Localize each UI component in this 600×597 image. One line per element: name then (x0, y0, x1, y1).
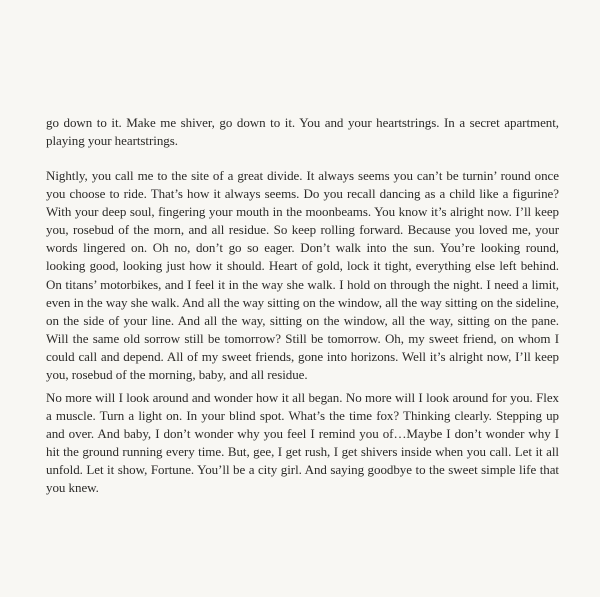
lyrics-paragraph-1: go down to it. Make me shiver, go down to it. You and your heartstrings. In a secret apartment, playing your heartstrings. (46, 115, 559, 149)
lyrics-paragraph-3: No more will I look around and wonder how it all began. No more will I look around for you. Flex a muscle. Turn a light on. In your blind spot. What’s the time fox? Thinking clearly. Stepping up and over. And baby, I don’t wonder why you feel I remind you of…Maybe I don’t wonder why I hit the ground running every time. But, gee, I get rush, I get shivers inside when you call. Let it all unfold. Let it show, Fortune. You’ll be a city girl. And saying goodbye to the sweet simple life that you knew. (46, 390, 559, 496)
lyrics-paragraph-2: Nightly, you call me to the site of a great divide. It always seems you can’t be turnin’ round once you choose to ride. That’s how it always seems. Do you recall dancing as a child like a figurine? With your deep soul, fingering your mouth in the moonbeams. You know it’s alright now. I’ll keep you, rosebud of the morn, and all residue. So keep rolling forward. Because you loved me, your words lingered on. Oh no, don’t go so eager. Don’t walk into the sun. You’re looking round, looking good, looking just how it should. Heart of gold, lock it tight, everything else left behind. On titans’ motorbikes, and I feel it in the way she walk. I hold on through the night. I need a limit, even in the way she walk. And all the way sitting on the window, all the way sitting on the sideline, on the side of your line. And all the way, sitting on the window, all the way, sitting on the pane. Will the same old sorrow still be tomorrow? Still be tomorrow. Oh, my sweet friend, on whom I could call and depend. All of my sweet friends, gone into horizons. Well it’s alright now, I’ll keep you, rosebud of the morning, baby, and all residue. (46, 168, 559, 383)
